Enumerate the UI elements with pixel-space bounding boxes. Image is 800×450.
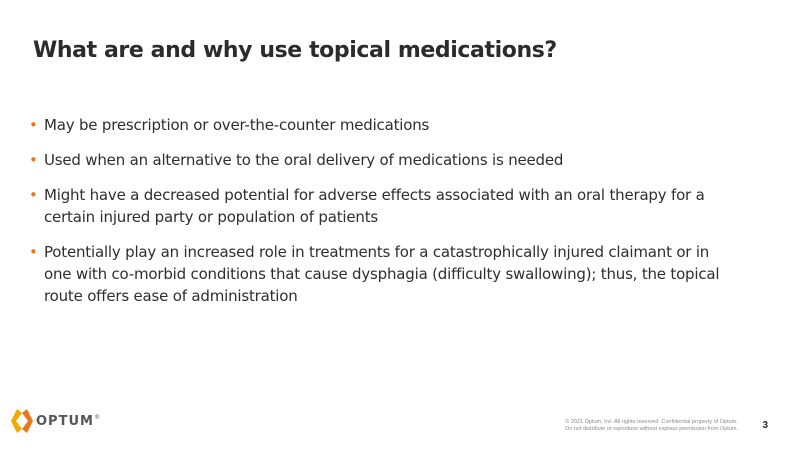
optum-logo (11, 406, 99, 436)
optum-logo-icon (11, 408, 33, 434)
legal-line: Do not distribute or reproduce without express permission from Optum. (565, 426, 738, 432)
slide-title: What are and why use topical medications? (33, 38, 557, 63)
list-item (29, 184, 729, 228)
bullet-text: Used when an alternative to the oral delivery of medications is needed (44, 151, 564, 169)
bullet-marker: • (29, 243, 38, 261)
list-item (29, 114, 729, 136)
bullet-text: May be prescription or over-the-counter medications (44, 116, 430, 134)
bullet-marker: • (29, 116, 38, 134)
legal-line: © 2021 Optum, Inc. All rights reserved. Confidential property of Optum. (565, 419, 738, 425)
page-number: 3 (762, 420, 768, 431)
bullet-text: Might have a decreased potential for adverse effects associated with an oral therapy for a certain injured party or population of patients (44, 186, 705, 226)
bullet-text: Potentially play an increased role in treatments for a catastrophically injured claimant or in one with co-morbid conditions that cause dysphagia (difficulty swallowing); thus, the topical route offers ease of administration (44, 243, 720, 305)
list-item (29, 149, 729, 171)
list-item (29, 241, 729, 307)
registered-mark: ® (94, 415, 100, 421)
bullet-marker: • (29, 186, 38, 204)
logo-wordmark: OPTUM (36, 413, 94, 429)
bullet-marker: • (29, 151, 38, 169)
legal-notice (565, 419, 738, 433)
bullet-list (29, 114, 729, 320)
